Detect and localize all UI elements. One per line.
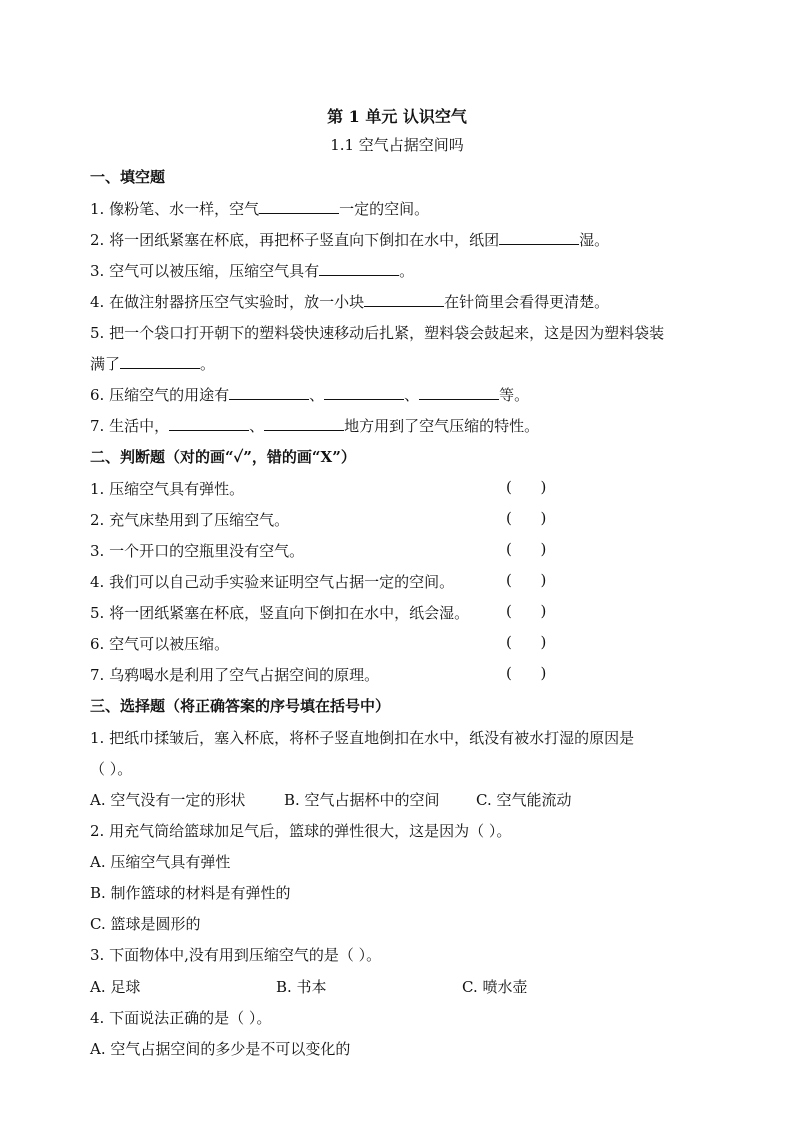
fill-question-5-line2 [90, 353, 215, 374]
fill-question-2 [90, 229, 609, 250]
fill-question-7 [90, 415, 539, 436]
answer-blank[interactable] [264, 416, 344, 431]
question-text: 6. 压缩空气的用途有 [90, 386, 230, 404]
answer-blank[interactable] [419, 385, 499, 400]
answer-blank[interactable] [229, 385, 309, 400]
question-text: 2. 将一团纸紧塞在杯底，再把杯子竖直向下倒扣在水中，纸团 [90, 231, 500, 249]
separator: 、 [249, 417, 265, 435]
question-text: 1. 像粉笔、水一样，空气 [90, 200, 260, 218]
judge-item-3: 3. 一个开口的空瓶里没有空气。 [90, 542, 305, 560]
question-text: 等。 [499, 386, 530, 404]
choice-option-a: A. 足球 [90, 978, 141, 996]
answer-parentheses[interactable]: ( ) [506, 540, 547, 558]
answer-parentheses[interactable]: ( ) [506, 633, 547, 651]
choice-option-a: A. 空气没有一定的形状 [90, 791, 246, 809]
answer-parentheses[interactable]: ( ) [506, 509, 547, 527]
section-heading-fill-blank: 一、填空题 [90, 168, 166, 186]
question-text: 。 [399, 262, 415, 280]
question-text: 7. 生活中， [90, 417, 170, 435]
choice-option-b: B. 书本 [276, 978, 327, 996]
answer-blank[interactable] [120, 354, 200, 369]
choice-option-b: B. 空气占据杯中的空间 [284, 791, 440, 809]
fill-question-4 [90, 291, 609, 312]
choice-question-1-paren[interactable]: （ ）。 [90, 760, 133, 778]
choice-question-3-stem: 3. 下面物体中,没有用到压缩空气的是（ ）。 [90, 946, 382, 964]
judge-item-7: 7. 乌鸦喝水是利用了空气占据空间的原理。 [90, 666, 380, 684]
answer-blank[interactable] [364, 292, 444, 307]
judge-item-4: 4. 我们可以自己动手实验来证明空气占据一定的空间。 [90, 573, 455, 591]
answer-parentheses[interactable]: ( ) [506, 478, 547, 496]
choice-option-c: C. 喷水壶 [462, 978, 528, 996]
choice-question-4-stem: 4. 下面说法正确的是（ ）。 [90, 1009, 272, 1027]
judge-item-1: 1. 压缩空气具有弹性。 [90, 480, 245, 498]
choice-option-a: A. 空气占据空间的多少是不可以变化的 [90, 1040, 351, 1058]
answer-blank[interactable] [499, 230, 579, 245]
judge-item-5: 5. 将一团纸紧塞在杯底，竖直向下倒扣在水中，纸会湿。 [90, 604, 470, 622]
answer-blank[interactable] [319, 261, 399, 276]
question-text: 湿。 [579, 231, 610, 249]
fill-question-5-line1: 5. 把一个袋口打开朝下的塑料袋快速移动后扎紧，塑料袋会鼓起来，这是因为塑料袋装 [90, 324, 665, 342]
fill-question-6 [90, 384, 529, 405]
separator: 、 [404, 386, 420, 404]
choice-question-1-stem: 1. 把纸巾揉皱后，塞入杯底，将杯子竖直地倒扣在水中，纸没有被水打湿的原因是 [90, 729, 635, 747]
question-text: 4. 在做注射器挤压空气实验时，放一小块 [90, 293, 365, 311]
choice-option-a: A. 压缩空气具有弹性 [90, 853, 231, 871]
judge-item-6: 6. 空气可以被压缩。 [90, 635, 230, 653]
question-text: 一定的空间。 [339, 200, 430, 218]
section-heading-multiple-choice: 三、选择题（将正确答案的序号填在括号中） [90, 697, 391, 715]
question-text: 。 [200, 355, 216, 373]
question-text: 在针筒里会看得更清楚。 [444, 293, 610, 311]
answer-parentheses[interactable]: ( ) [506, 664, 547, 682]
choice-question-2-stem: 2. 用充气筒给篮球加足气后，篮球的弹性很大，这是因为（ ）。 [90, 822, 512, 840]
answer-parentheses[interactable]: ( ) [506, 602, 547, 620]
question-text: 3. 空气可以被压缩，压缩空气具有 [90, 262, 320, 280]
judge-item-2: 2. 充气床垫用到了压缩空气。 [90, 511, 290, 529]
answer-parentheses[interactable]: ( ) [506, 571, 547, 589]
answer-blank[interactable] [259, 199, 339, 214]
fill-question-3 [90, 260, 414, 281]
answer-blank[interactable] [324, 385, 404, 400]
fill-question-1 [90, 198, 429, 219]
lesson-subtitle: 1.1 空气占据空间吗 [330, 136, 464, 154]
choice-option-c: C. 篮球是圆形的 [90, 915, 201, 933]
choice-option-c: C. 空气能流动 [476, 791, 572, 809]
question-text: 地方用到了空气压缩的特性。 [344, 417, 540, 435]
question-text: 满了 [90, 355, 121, 373]
choice-option-b: B. 制作篮球的材料是有弹性的 [90, 884, 291, 902]
section-heading-true-false: 二、判断题（对的画“✓”，错的画“X”） [90, 448, 356, 466]
answer-blank[interactable] [169, 416, 249, 431]
separator: 、 [309, 386, 325, 404]
page-title: 第 1 单元 认识空气 [327, 107, 467, 126]
